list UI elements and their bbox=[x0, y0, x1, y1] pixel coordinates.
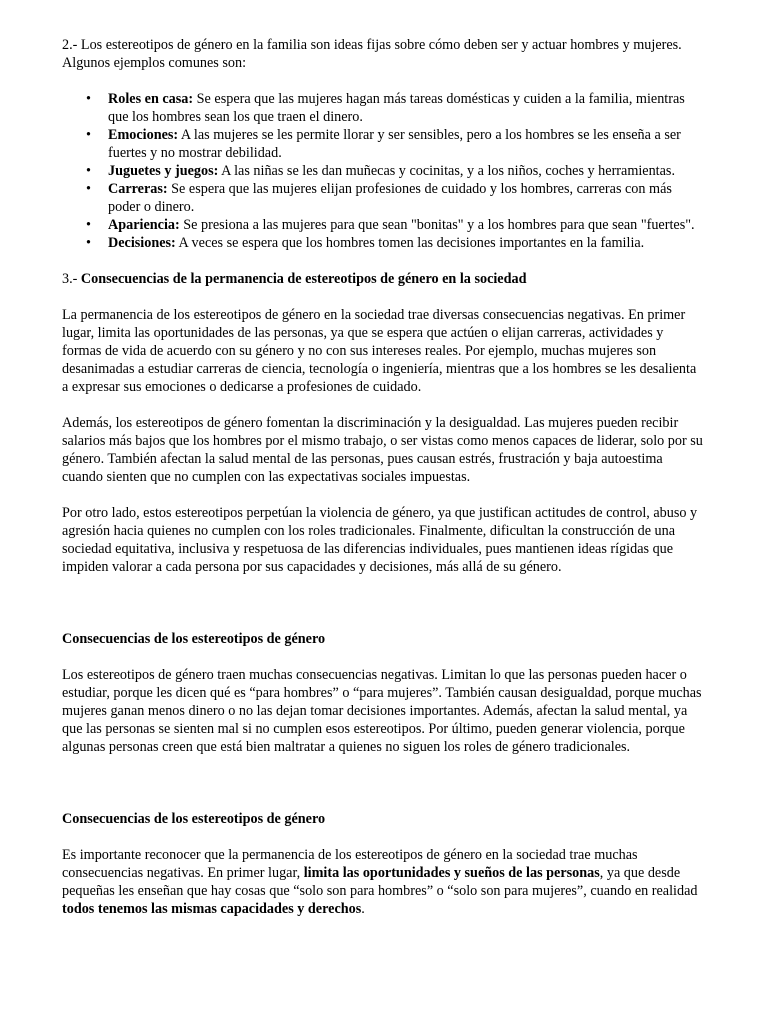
bullet-icon: • bbox=[86, 235, 91, 251]
examples-list bbox=[62, 90, 706, 252]
list-item-term: Juguetes y juegos: bbox=[108, 163, 219, 179]
list-item bbox=[86, 216, 706, 234]
bullet-icon: • bbox=[86, 91, 91, 107]
section3-number: 3.- bbox=[62, 271, 78, 287]
section-a-paragraph: Los estereotipos de género traen muchas consecuencias negativas. Limitan lo que las personas pueden hacer o estudiar, porque les dicen qué es “para hombres” o “para mujeres”. También causan desigualdad, porque muchas mujeres ganan menos dinero o no las dejan tomar decisiones importantes. Además, afectan la salud mental, ya que las personas se sienten mal si no cumplen esos estereotipos. Por último, pueden generar violencia, porque algunas personas creen que está bien maltratar a quienes no siguen los roles de género tradicionales. bbox=[62, 667, 702, 755]
list-item bbox=[86, 234, 706, 252]
section-b-title: Consecuencias de los estereotipos de género bbox=[62, 811, 326, 827]
section3-heading bbox=[62, 270, 706, 288]
section-b-paragraph bbox=[62, 846, 706, 918]
list-item-term: Emociones: bbox=[108, 127, 179, 143]
section-b-bold-2: todos tenemos las mismas capacidades y derechos bbox=[62, 901, 362, 917]
list-item bbox=[86, 162, 706, 180]
list-item-term: Carreras: bbox=[108, 181, 168, 197]
list-item-text: A las niñas se les dan muñecas y cocinitas, y a los niños, coches y herramientas. bbox=[218, 163, 675, 179]
list-item-text: A veces se espera que los hombres tomen las decisiones importantes en la familia. bbox=[175, 235, 645, 251]
section-b-text-start: Es importante reconocer que la permanencia de los estereotipos de género en la sociedad trae muchas consecuencias negativas. En primer lugar, bbox=[62, 847, 638, 881]
list-item-text: Se presiona a las mujeres para que sean "bonitas" y a los hombres para que sean "fuertes". bbox=[179, 217, 695, 233]
list-item-term: Decisiones: bbox=[108, 235, 176, 251]
section3-paragraph-1: La permanencia de los estereotipos de género en la sociedad trae diversas consecuencias negativas. En primer lugar, limita las oportunidades de las personas, ya que se espera que actúen o elijan carreras, actividades y formas de vida de acuerdo con su género y no con sus intereses reales. Por ejemplo, muchas mujeres son desanimadas a estudiar carreras de ciencia, tecnología o ingeniería, mientras que a los hombres se les desalienta a expresar sus emociones o dedicarse a profesiones de cuidado. bbox=[62, 307, 697, 395]
section-b-text-mid: , ya que desde pequeñas les enseñan que hay cosas que “solo son para hombres” o “solo son para mujeres”, cuando en realidad bbox=[62, 865, 698, 899]
section3-paragraph-2: Además, los estereotipos de género fomentan la discriminación y la desigualdad. Las mujeres pueden recibir salarios más bajos que los hombres por el mismo trabajo, o ser vistas como menos capaces de liderar, solo por su género. También afectan la salud mental de las personas, pues causan estrés, frustración y baja autoestima cuando sienten que no cumplen con las expectativas sociales impuestas. bbox=[62, 415, 703, 485]
section3-title: Consecuencias de la permanencia de estereotipos de género en la sociedad bbox=[77, 271, 527, 287]
list-item bbox=[86, 90, 706, 126]
section-b-bold-1: limita las oportunidades y sueños de las personas bbox=[303, 865, 600, 881]
section3-paragraph-3: Por otro lado, estos estereotipos perpetúan la violencia de género, ya que justifican actitudes de control, abuso y agresión hacia quienes no cumplen con los roles tradicionales. Finalmente, dificultan la construcción de una sociedad equitativa, inclusiva y respetuosa de las diferencias individuales, pues mantienen ideas rígidas que impiden valorar a cada persona por sus capacidades y decisiones, más allá de su género. bbox=[62, 505, 698, 575]
bullet-icon: • bbox=[86, 217, 91, 233]
list-item bbox=[86, 126, 706, 162]
list-item-text: Se espera que las mujeres elijan profesiones de cuidado y los hombres, carreras con más poder o dinero. bbox=[108, 181, 672, 215]
list-item-term: Apariencia: bbox=[108, 217, 180, 233]
section-b-text-end: . bbox=[361, 901, 365, 917]
list-item bbox=[86, 180, 706, 216]
list-item-term: Roles en casa: bbox=[108, 91, 194, 107]
list-item-text: A las mujeres se les permite llorar y ser sensibles, pero a los hombres se les enseña a ser fuertes y no mostrar debilidad. bbox=[108, 127, 681, 161]
bullet-icon: • bbox=[86, 181, 91, 197]
intro-paragraph: 2.- Los estereotipos de género en la familia son ideas fijas sobre cómo deben ser y actuar hombres y mujeres. Algunos ejemplos comunes son: bbox=[62, 37, 682, 71]
list-item-text: Se espera que las mujeres hagan más tareas domésticas y cuiden a la familia, mientras que los hombres sean los que traen el dinero. bbox=[108, 91, 685, 125]
bullet-icon: • bbox=[86, 127, 91, 143]
bullet-icon: • bbox=[86, 163, 91, 179]
section-a-title: Consecuencias de los estereotipos de género bbox=[62, 631, 326, 647]
